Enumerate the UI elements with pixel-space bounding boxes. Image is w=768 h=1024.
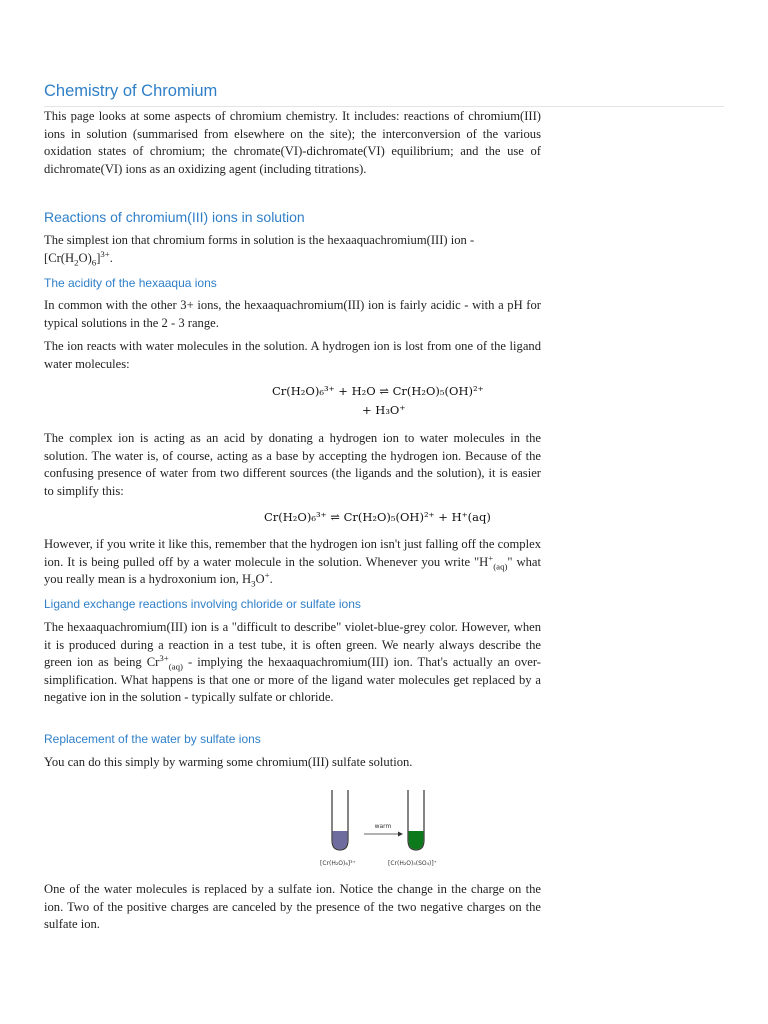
acidity-paragraph-1: In common with the other 3+ ions, the hexaaquachromium(III) ion is fairly acidic - with a pH for typical solutions in the 2 - 3 range. [44, 298, 541, 330]
sulfate-paragraph-1: You can do this simply by warming some chromium(III) sulfate solution. [44, 755, 413, 769]
left-tube-label: [Cr(H₂O)₆]³⁺ [320, 860, 356, 867]
violet-solution [333, 831, 348, 849]
acidity-paragraph-2: The ion reacts with water molecules in the solution. A hydrogen ion is lost from one of the ligand water molecules: [44, 339, 541, 371]
equation-1-line-1: Cr(H₂O)₆³⁺ + H₂O ⇌ Cr(H₂O)₅(OH)²⁺ [272, 384, 484, 398]
acidity-paragraph-4: However, if you write it like this, remember that the hydrogen ion isn't just falling off the complex ion. It is being pulled off by a water molecule in the solution. Whenever you write "$H^+_{(aq)}$" what you really mean is a hydroxonium ion, $H_3O^+$. [44, 537, 541, 589]
page-title: Chemistry of Chromium [44, 82, 724, 107]
equation-2: Cr(H₂O)₆³⁺ ⇌ Cr(H₂O)₅(OH)²⁺ + H⁺(aq) [264, 510, 491, 524]
subheading-acidity: The acidity of the hexaaqua ions [44, 276, 217, 290]
test-tubes-diagram [284, 786, 444, 856]
arrow-icon [364, 832, 403, 837]
sulfate-paragraph-2: One of the water molecules is replaced by a sulfate ion. Notice the change in the charge on the ion. Two of the positive charges are canceled by the presence of the two negative charges on the sulfate ion. [44, 882, 541, 931]
equation-1-line-2: + H₃O⁺ [362, 403, 406, 417]
test-tube-figure [284, 786, 444, 872]
left-test-tube [332, 790, 348, 850]
acidity-paragraph-3: The complex ion is acting as an acid by donating a hydrogen ion to water molecules in the solution. The water is, of course, acting as a base by accepting the hydrogen ion. Because of the confusing presence of water from two different sources (the ligands and the solution), it is easier to simplify this: [44, 431, 541, 498]
right-tube-label: [Cr(H₂O)₅(SO₄)]⁺ [388, 860, 437, 867]
section-heading-reactions: Reactions of chromium(III) ions in solution [44, 209, 305, 225]
subheading-ligand-exchange: Ligand exchange reactions involving chloride or sulfate ions [44, 597, 361, 611]
ligand-paragraph: The hexaaquachromium(III) ion is a "difficult to describe" violet-blue-grey color. However, when it is produced during a reaction in a test tube, it is often green. We nearly always describe the green ion as being $Cr^{3+}_{(aq)}$ - implying the hexaaquachromium(III) ion. That's actually an over-simplification. What happens is that one or more of the ligand water molecules get replaced by a negative ion in the solution - typically sulfate or chloride. [44, 620, 542, 704]
intro-paragraph: This page looks at some aspects of chromium chemistry. It includes: reactions of chromium(III) ions in solution (summarised from elsewhere on the site); the interconversion of the various oxidation states of chromium; the chromate(VI)-dichromate(VI) equilibrium; and the use of dichromate(VI) ions as an oxidizing agent (including titrations). [44, 109, 541, 176]
right-test-tube [408, 790, 424, 850]
subheading-sulfate: Replacement of the water by sulfate ions [44, 732, 261, 746]
arrow-label: warm [374, 823, 392, 830]
green-solution [409, 831, 424, 849]
section-reactions-paragraph: The simplest ion that chromium forms in solution is the hexaaquachromium(III) ion - $[Cr(H_2O)_6]^{3+}$. [44, 233, 475, 268]
